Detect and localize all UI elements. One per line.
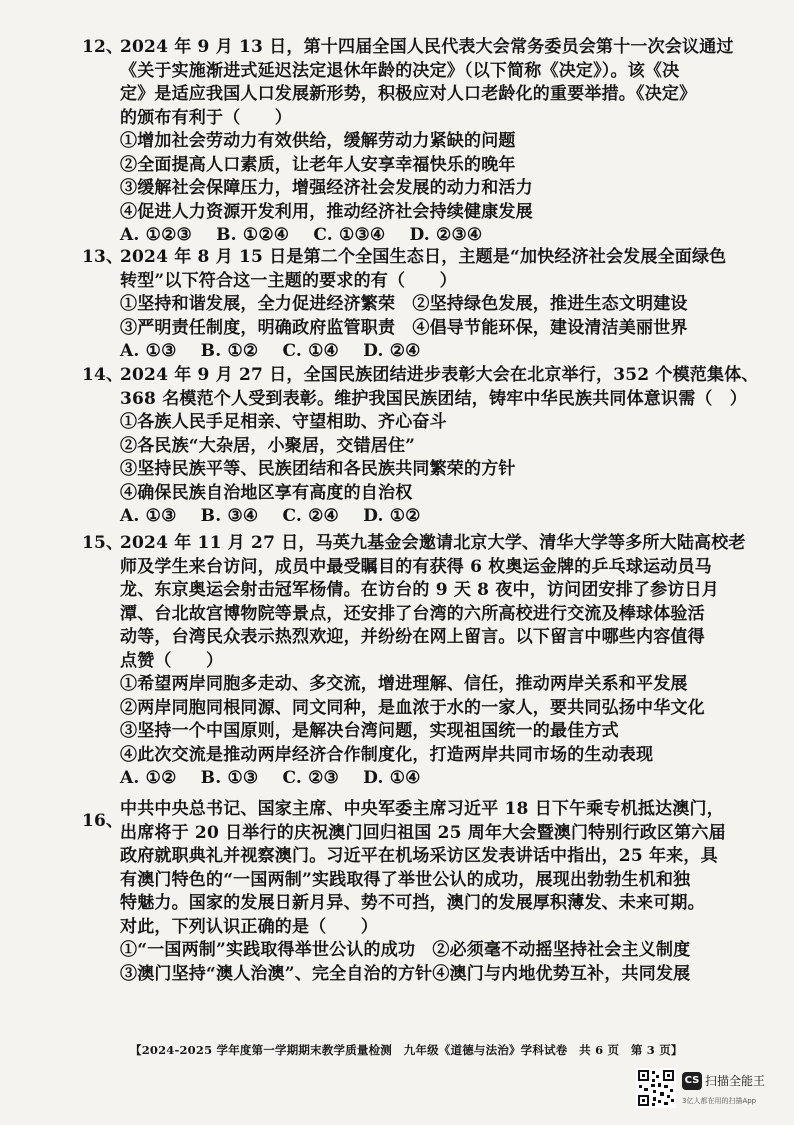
question-stem-line: 的颁布有利于（ ） (120, 107, 292, 128)
choice-c: C. ①④ (282, 341, 340, 361)
scanner-watermark (636, 1068, 776, 1114)
choice-b: B. ③④ (200, 506, 259, 526)
question-stem-line: 2024 年 11 月 27 日，马英九基金会邀请北京大学、清华大学等多所大陆高校老 (120, 533, 746, 553)
question-stem-line: 2024 年 8 月 15 日是第二个全国生态日，主题是“加快经济社会发展全面绿色 (120, 247, 727, 267)
question-stem-line: 《关于实施渐进式延迟法定退休年龄的决定》（以下简称《决定》）。该《决 (120, 60, 680, 81)
choice-b: B. ①②④ (216, 225, 290, 245)
statement-option: ②各民族“大杂居，小聚居，交错居住” (120, 435, 416, 456)
question-stem-line: 2024 年 9 月 13 日，第十四届全国人民代表大会常务委员会第十一次会议通过 (120, 37, 734, 57)
question-stem-line: 对此，下列认识正确的是（ ） (120, 916, 378, 937)
statement-option: ④此次交流是推动两岸经济合作制度化，打造两岸共同市场的生动表现 (120, 744, 654, 765)
statement-option: ③严明责任制度，明确政府监管职责 ④倡导节能环保，建设清洁美丽世界 (120, 317, 688, 338)
scanner-tagline: 3亿人都在用的扫描App (682, 1097, 757, 1105)
choice-c: C. ②④ (282, 506, 340, 526)
question-stem-line: 中共中央总书记、国家主席、中央军委主席习近平 18 日下午乘专机抵达澳门， (120, 799, 724, 819)
qr-code-icon (636, 1068, 676, 1108)
statement-option: ②全面提高人口素质，让老年人安享幸福快乐的晚年 (120, 154, 516, 175)
question-number: 15、 (82, 533, 124, 553)
statement-option: ①“一国两制”实践取得举世公认的成功 ②必须毫不动摇坚持社会主义制度 (120, 940, 691, 960)
answer-choices (86, 505, 726, 529)
choice-b: B. ①③ (200, 768, 259, 788)
statement-option: ②两岸同胞同根同源、同文同种，是血浓于水的一家人，要共同弘扬中华文化 (120, 697, 705, 718)
question-number: 16、 (82, 811, 124, 831)
question-stem-line: 特魅力。国家的发展日新月异、势不可挡，澳门的发展厚积薄发、未来可期。 (120, 893, 705, 913)
question-stem-line: 有澳门特色的“一国两制”实践取得了举世公认的成功，展现出勃勃生机和独 (120, 869, 691, 890)
choice-d: D. ①④ (363, 768, 421, 788)
answer-choices (86, 767, 726, 791)
scanner-app-name: 扫描全能王 (705, 1074, 766, 1088)
question-stem-line: 转型”以下符合这一主题的要求的有（ ） (120, 270, 457, 291)
statement-option: ③坚持民族平等、民族团结和各民族共同繁荣的方针 (120, 459, 516, 479)
choice-a: A. ①②③ (120, 225, 192, 245)
statement-option: ①坚持和谐发展，全力促进经济繁荣 ②坚持绿色发展，推进生态文明建设 (120, 294, 688, 314)
statement-option: ③坚持一个中国原则，是解决台湾问题，实现祖国统一的最佳方式 (120, 721, 619, 741)
question-stem-line: 动等，台湾民众表示热烈欢迎，并纷纷在网上留言。以下留言中哪些内容值得 (120, 627, 705, 647)
choice-a: A. ①③ (120, 341, 177, 361)
choice-c: C. ②③ (282, 768, 340, 788)
statement-option: ③缓解社会保障压力，增强经济社会发展的动力和活力 (120, 178, 533, 198)
choice-c: C. ①③④ (313, 225, 386, 245)
question-16 (82, 798, 726, 986)
question-14 (82, 364, 759, 529)
question-number: 14、 (82, 365, 124, 385)
statement-option: ④确保民族自治地区享有高度的自治权 (120, 482, 413, 503)
question-number: 12、 (82, 37, 124, 57)
question-stem-line: 龙、东京奥运会射击冠军杨倩。在访台的 9 天 8 夜中，访问团安排了参访日月 (120, 580, 719, 600)
choice-d: D. ②③④ (409, 225, 483, 245)
question-number: 13、 (82, 247, 124, 267)
statement-option: ③澳门坚持“澳人治澳”、完全自治的方针④澳门与内地优势互补，共同发展 (120, 963, 691, 984)
question-stem-line: 2024 年 9 月 27 日，全国民族团结进步表彰大会在北京举行，352 个模范集体、 (120, 365, 759, 385)
statement-option: ④促进人力资源开发利用，推动经济社会持续健康发展 (120, 201, 533, 222)
question-stem-line: 出席将于 20 日举行的庆祝澳门回归祖国 25 周年大会暨澳门特别行政区第六届 (120, 822, 726, 843)
choice-b: B. ①② (200, 341, 259, 361)
statement-option: ①增加社会劳动力有效供给，缓解劳动力紧缺的问题 (120, 131, 516, 151)
question-12 (82, 36, 734, 248)
camscanner-logo-icon: CS (682, 1072, 702, 1090)
question-stem-line: 潭、台北故宫博物院等景点，还安排了台湾的六所高校进行交流及棒球体验活 (120, 603, 705, 624)
choice-d: D. ①② (363, 506, 421, 526)
question-stem-line: 政府就职典礼并视察澳门。习近平在机场采访区发表讲话中指出，25 年来，具 (120, 846, 718, 866)
question-stem-line: 368 名模范个人受到表彰。维护我国民族团结，铸牢中华民族共同体意识需（ ） (120, 388, 748, 409)
question-stem-line: 点赞（ ） (120, 650, 224, 671)
answer-choices (86, 224, 726, 248)
statement-option: ①各族人民手足相亲、守望相助、齐心奋斗 (120, 412, 447, 432)
question-stem-line: 师及学生来台访问，成员中最受瞩目的有获得 6 枚奥运金牌的乒乓球运动员马 (120, 556, 712, 577)
statement-option: ①希望两岸同胞多走动、多交流，增进理解、信任，推动两岸关系和平发展 (120, 674, 688, 694)
question-13 (82, 246, 727, 364)
choice-d: D. ②④ (363, 341, 421, 361)
question-stem-line: 定》是适应我国人口发展新形势，积极应对人口老龄化的重要举措。《决定》 (120, 84, 697, 104)
choice-a: A. ①③ (120, 506, 177, 526)
question-15 (82, 532, 746, 791)
page-footer: 【2024-2025 学年度第一学期期末教学质量检测 九年级《道德与法治》学科试卷 共 6 页 第 3 页】 (130, 1043, 683, 1057)
choice-a: A. ①② (120, 768, 177, 788)
answer-choices (86, 340, 726, 364)
